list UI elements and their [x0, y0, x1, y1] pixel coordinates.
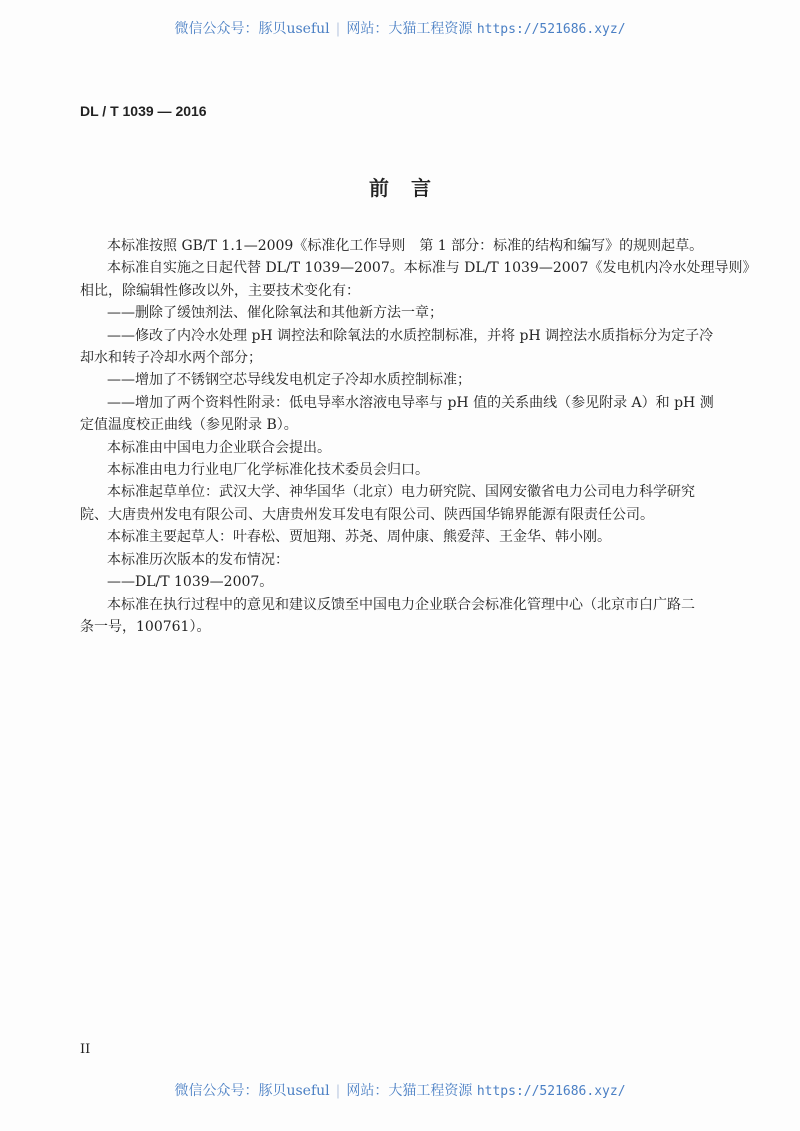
paragraph-line: ——增加了不锈钢空芯导线发电机定子冷却水质控制标准； [107, 372, 471, 389]
paragraph-line: 却水和转子冷却水两个部分； [80, 350, 262, 367]
paragraph-line: 本标准在执行过程中的意见和建议反馈至中国电力企业联合会标准化管理中心（北京市白广路二 [107, 596, 695, 613]
paragraph [80, 526, 770, 548]
watermark-wechat: 微信公众号：豚贝useful [174, 1083, 330, 1099]
paragraph [80, 392, 770, 437]
watermark-separator: | [335, 1083, 341, 1099]
paragraph-line: 条一号，100761）。 [80, 618, 211, 635]
page-number: II [80, 1042, 91, 1057]
paragraph-line: ——增加了两个资料性附录：低电导率水溶液电导率与 pH 值的关系曲线（参见附录 A）和 pH 测 [107, 394, 714, 411]
paragraph [80, 325, 770, 370]
watermark-site: 网站：大猫工程资源 [346, 1083, 473, 1099]
watermark-footer [0, 1080, 800, 1100]
paragraph-line: 本标准主要起草人：叶春松、贾旭翔、苏尧、周仲康、熊爱萍、王金华、韩小刚。 [107, 529, 611, 546]
page-title: 前言 [369, 176, 453, 200]
paragraph [80, 302, 770, 324]
paragraph [80, 235, 770, 257]
paragraph-line: 相比，除编辑性修改以外，主要技术变化有： [80, 282, 360, 299]
paragraph [80, 481, 770, 526]
paragraph [80, 549, 770, 571]
paragraph-line: ——DL/T 1039—2007。 [107, 574, 274, 591]
paragraph [80, 571, 770, 593]
paragraph-line: 本标准自实施之日起代替 DL/T 1039—2007。本标准与 DL/T 1039—2007《发电机内冷水处理导则》 [107, 260, 757, 277]
paragraph-line: 本标准按照 GB/T 1.1—2009《标准化工作导则 第 1 部分：标准的结构和编写》的规则起草。 [107, 238, 704, 254]
paragraph-line: 本标准由电力行业电厂化学标准化技术委员会归口。 [107, 462, 429, 479]
paragraph [80, 594, 770, 639]
document-body [80, 235, 770, 638]
paragraph-line: 定值温度校正曲线（参见附录 B）。 [80, 417, 298, 434]
paragraph [80, 369, 770, 391]
paragraph-line: 本标准历次版本的发布情况： [107, 551, 289, 568]
paragraph-line: 本标准由中国电力企业联合会提出。 [107, 439, 331, 456]
watermark-separator: | [335, 21, 341, 37]
paragraph [80, 257, 770, 302]
watermark-url: https://521686.xyz/ [476, 1084, 626, 1099]
watermark-header [0, 18, 800, 38]
document-code: DL / T 1039 — 2016 [80, 103, 207, 119]
paragraph-line: 本标准起草单位：武汉大学、神华国华（北京）电力研究院、国网安徽省电力公司电力科学研究 [107, 484, 695, 501]
watermark-site: 网站：大猫工程资源 [346, 21, 473, 37]
paragraph [80, 437, 770, 459]
paragraph-line: ——删除了缓蚀剂法、催化除氧法和其他新方法一章； [107, 305, 443, 322]
paragraph [80, 459, 770, 481]
watermark-url: https://521686.xyz/ [476, 22, 626, 37]
watermark-wechat: 微信公众号：豚贝useful [174, 21, 330, 37]
paragraph-line: ——修改了内冷水处理 pH 调控法和除氧法的水质控制标准，并将 pH 调控法水质指标分为定子冷 [107, 327, 714, 344]
paragraph-line: 院、大唐贵州发电有限公司、大唐贵州发耳发电有限公司、陕西国华锦界能源有限责任公司。 [80, 506, 654, 523]
